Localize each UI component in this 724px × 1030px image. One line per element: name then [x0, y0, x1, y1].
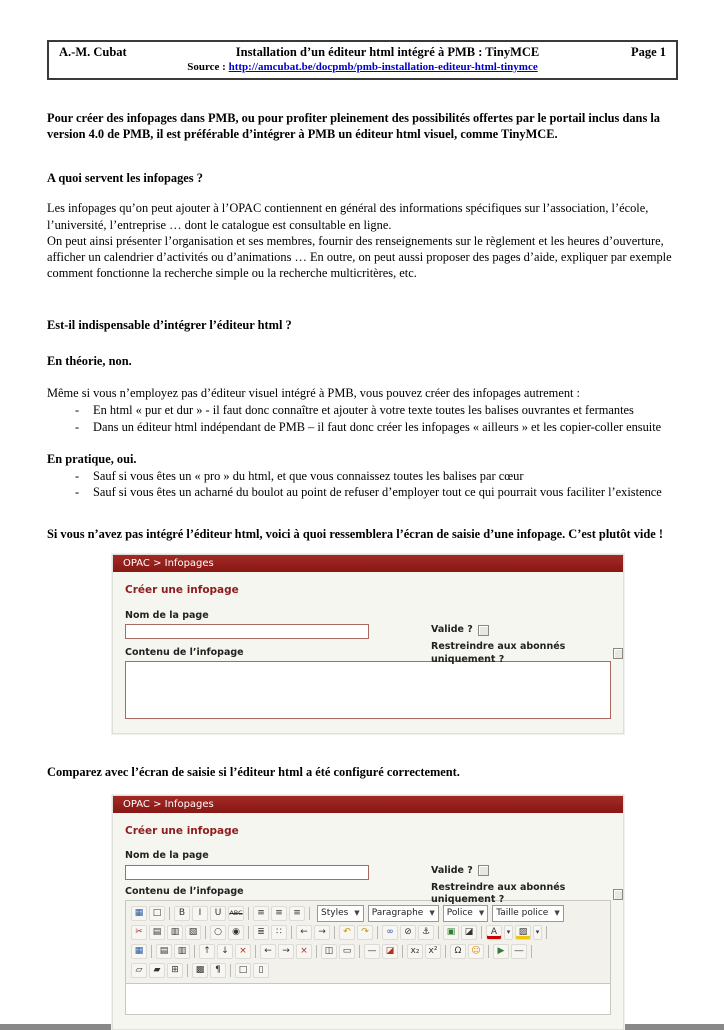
table-row-props-icon[interactable]: ▤ [156, 944, 172, 959]
page-name-input[interactable] [125, 624, 369, 639]
toolbar-separator [377, 926, 378, 939]
opac-breadcrumb-bar: OPAC > Infopages [113, 796, 623, 813]
find-replace-icon[interactable]: ◉ [228, 925, 244, 940]
toolbar-separator [230, 964, 231, 977]
toolbar-separator [316, 945, 317, 958]
subheading-pratique: En pratique, oui. [47, 451, 137, 466]
toolbar-separator [546, 926, 547, 939]
document-header [47, 40, 678, 80]
toolbar-separator [531, 945, 532, 958]
horizontal-rule-icon[interactable]: — [364, 944, 380, 959]
toolbar-separator [334, 926, 335, 939]
strikethrough-icon[interactable]: ABC [228, 906, 244, 921]
visual-chars-icon[interactable]: ¶ [210, 963, 226, 978]
align-right-icon[interactable]: ≡ [289, 906, 305, 921]
italic-icon[interactable]: I [192, 906, 208, 921]
toolbar-separator [481, 926, 482, 939]
screenshot-editor-form [112, 795, 624, 1030]
paste-icon[interactable]: ▥ [167, 925, 183, 940]
charmap-icon[interactable]: Ω [450, 944, 466, 959]
link-icon[interactable]: ∞ [382, 925, 398, 940]
page-name-label: Nom de la page [125, 850, 209, 862]
indent-icon[interactable]: → [314, 925, 330, 940]
author-name: A.-M. Cubat [59, 45, 127, 59]
section-heading-infopages: A quoi servent les infopages ? [47, 171, 203, 186]
move-forward-icon[interactable]: ▰ [149, 963, 165, 978]
page-number: Page 1 [630, 45, 666, 59]
align-center-icon[interactable]: ≡ [271, 906, 287, 921]
toolbar-separator [402, 945, 403, 958]
document-title: Installation d’un éditeur html intégré à PMB : TinyMCE [235, 45, 540, 59]
redo-icon[interactable]: ↷ [357, 925, 373, 940]
subheading-theorie: En théorie, non. [47, 354, 132, 369]
font-size-value: Taille police [496, 907, 549, 918]
backcolor-icon[interactable]: ▨ [515, 925, 531, 940]
undo-icon[interactable]: ↶ [339, 925, 355, 940]
list-item: - Sauf si vous êtes un acharné du boulot au point de refuser d’employer tout ce qui pourrait vous faciliter l’existence [47, 484, 678, 500]
page-name-label: Nom de la page [125, 609, 209, 621]
copy-icon[interactable]: ▤ [149, 925, 165, 940]
merge-cells-icon[interactable]: ▭ [339, 944, 355, 959]
outdent-icon[interactable]: ← [296, 925, 312, 940]
list-item: - Sauf si vous êtes un « pro » du html, et que vous connaissez toutes les balises par cœur [47, 468, 678, 484]
forecolor-arrow-icon[interactable]: ▾ [504, 925, 513, 940]
restrict-checkbox[interactable] [613, 648, 623, 659]
backcolor-arrow-icon[interactable]: ▾ [533, 925, 542, 940]
paragraph-format-select[interactable] [368, 905, 439, 922]
save-icon[interactable]: ▦ [131, 906, 147, 921]
toolbar-separator [255, 945, 256, 958]
superscript-icon[interactable]: x² [425, 944, 441, 959]
paste-word-icon[interactable]: ▧ [185, 925, 201, 940]
opac-breadcrumb-bar: OPAC > Infopages [113, 555, 623, 572]
restrict-label: Restreindre aux abonnés uniquement ? [431, 881, 566, 906]
restrict-label: Restreindre aux abonnés uniquement ? [431, 641, 566, 665]
valid-label: Valide ? [431, 864, 473, 876]
content-label: Contenu de l’infopage [125, 647, 244, 659]
list-item: - En html « pur et dur » - il faut donc connaître et ajouter à votre texte toutes les balises ouvrantes et fermantes [47, 402, 678, 418]
source-link[interactable]: http://amcubat.be/docpmb/pmb-installation-editeur-html-tinymce [228, 61, 538, 73]
content-label: Contenu de l’infopage [125, 885, 244, 897]
toolbar-separator [205, 926, 206, 939]
toolbar-separator [445, 945, 446, 958]
insert-row-above-icon[interactable]: ↑ [199, 944, 215, 959]
cleanup-icon[interactable]: ◪ [461, 925, 477, 940]
toolbar-separator [151, 945, 152, 958]
toolbar-separator [488, 945, 489, 958]
anchor-icon[interactable]: ⚓ [418, 925, 434, 940]
insert-col-after-icon[interactable]: → [278, 944, 294, 959]
align-left-icon[interactable]: ≡ [253, 906, 269, 921]
delete-row-icon[interactable]: × [235, 944, 251, 959]
forecolor-icon[interactable]: A [486, 925, 502, 940]
section-heading-indispensable: Est-il indispensable d’intégrer l’éditeur html ? [47, 318, 292, 332]
cut-icon[interactable]: ✂ [131, 925, 147, 940]
absolute-position-icon[interactable]: ⊞ [167, 963, 183, 978]
paragraph: Même si vous n’employez pas d’éditeur visuel intégré à PMB, vous pouvez créer des infopages autrement : [47, 386, 580, 401]
list-item: - Dans un éditeur html indépendant de PMB – il faut donc créer les infopages « ailleurs » et les copier-coller ensuite [47, 419, 678, 435]
toolbar-row-2 [130, 923, 606, 942]
split-cells-icon[interactable]: ◫ [321, 944, 337, 959]
list-pratique [47, 468, 678, 500]
toolbar-separator [291, 926, 292, 939]
page-name-input[interactable] [125, 865, 369, 880]
styles-select[interactable] [317, 905, 364, 922]
toolbar-separator [248, 926, 249, 939]
caption-screenshot-plain: Si vous n’avez pas intégré l’éditeur html, voici à quoi ressemblera l’écran de saisie d’une infopage. C’est plutôt vide ! [47, 527, 663, 541]
tinymce-toolbar [125, 900, 611, 984]
font-family-value: Police [446, 907, 473, 918]
toolbar-separator [169, 907, 170, 920]
toolbar-separator [248, 907, 249, 920]
chevron-down-icon: ▼ [554, 908, 560, 917]
valid-checkbox[interactable] [478, 865, 489, 876]
remove-format-icon[interactable]: ◪ [382, 944, 398, 959]
bold-icon[interactable]: B [174, 906, 190, 921]
toolbar-separator [187, 964, 188, 977]
show-blocks-icon[interactable]: ▩ [192, 963, 208, 978]
image-icon[interactable]: ▣ [443, 925, 459, 940]
chevron-down-icon: ▼ [478, 908, 485, 917]
insert-layer-icon[interactable]: ▱ [131, 963, 147, 978]
valid-checkbox[interactable] [478, 625, 489, 636]
paragraph-block [47, 200, 678, 281]
chevron-down-icon: ▼ [354, 908, 360, 917]
toolbar-separator [194, 945, 195, 958]
insert-col-before-icon[interactable]: ← [260, 944, 276, 959]
bullet-list-icon[interactable]: ≣ [253, 925, 269, 940]
screenshot-plain-form [112, 554, 624, 734]
source-label: Source : [187, 61, 226, 73]
subscript-icon[interactable]: x₂ [407, 944, 423, 959]
numbered-list-icon[interactable]: ∷ [271, 925, 287, 940]
paragraph-format-value: Paragraphe [371, 907, 424, 918]
fullscreen-icon[interactable]: □ [235, 963, 251, 978]
toolbar-row-4 [130, 961, 606, 980]
insert-table-icon[interactable]: ▦ [131, 944, 147, 959]
chevron-down-icon: ▼ [429, 908, 435, 917]
valid-label: Valide ? [431, 624, 473, 636]
underline-icon[interactable]: U [210, 906, 226, 921]
styles-select-value: Styles [321, 907, 349, 918]
toolbar-separator [309, 907, 310, 920]
media-icon[interactable]: ▶ [493, 944, 509, 959]
caption-screenshot-editor: Comparez avec l’écran de saisie si l’éditeur html a été configuré correctement. [47, 765, 460, 780]
toolbar-separator [438, 926, 439, 939]
advanced-hr-icon[interactable]: ― [511, 944, 527, 959]
new-document-icon[interactable]: □ [149, 906, 165, 921]
unlink-icon[interactable]: ⊘ [400, 925, 416, 940]
emoticons-icon[interactable]: ☺ [468, 944, 484, 959]
form-title: Créer une infopage [125, 584, 239, 597]
delete-col-icon[interactable]: × [296, 944, 312, 959]
restrict-checkbox[interactable] [613, 889, 623, 900]
table-cell-props-icon[interactable]: ▥ [174, 944, 190, 959]
editor-canvas[interactable] [125, 984, 611, 1015]
toolbar-row-3 [130, 942, 606, 961]
list-html-options [47, 402, 678, 434]
find-icon[interactable]: ○ [210, 925, 226, 940]
toolbar-separator [359, 945, 360, 958]
paragraph: On peut ainsi présenter l’organisation et ses membres, fournir des renseignements sur le règlement et les heures d’ouverture, afficher un calendrier d’activités ou d’animations … En outre, on peut aussi proposer des pages d’aide, expliquer par exemple comment fonctionne la recherche simple ou la recherche multicritères, etc. [47, 233, 672, 280]
insert-row-below-icon[interactable]: ↓ [217, 944, 233, 959]
paragraph: Les infopages qu’on peut ajouter à l’OPAC contiennent en général des informations spécifiques sur l’association, l’école, l’université, l’entreprise … dont le catalogue est consultable en ligne. [47, 201, 649, 232]
template-icon[interactable]: ▯ [253, 963, 269, 978]
form-title: Créer une infopage [125, 824, 239, 837]
intro-paragraph: Pour créer des infopages dans PMB, ou pour profiter pleinement des possibilités offertes par le portail inclus dans la version 4.0 de PMB, il est préférable d’intégrer à PMB un éditeur html visuel, comme TinyMCE. [47, 111, 661, 142]
